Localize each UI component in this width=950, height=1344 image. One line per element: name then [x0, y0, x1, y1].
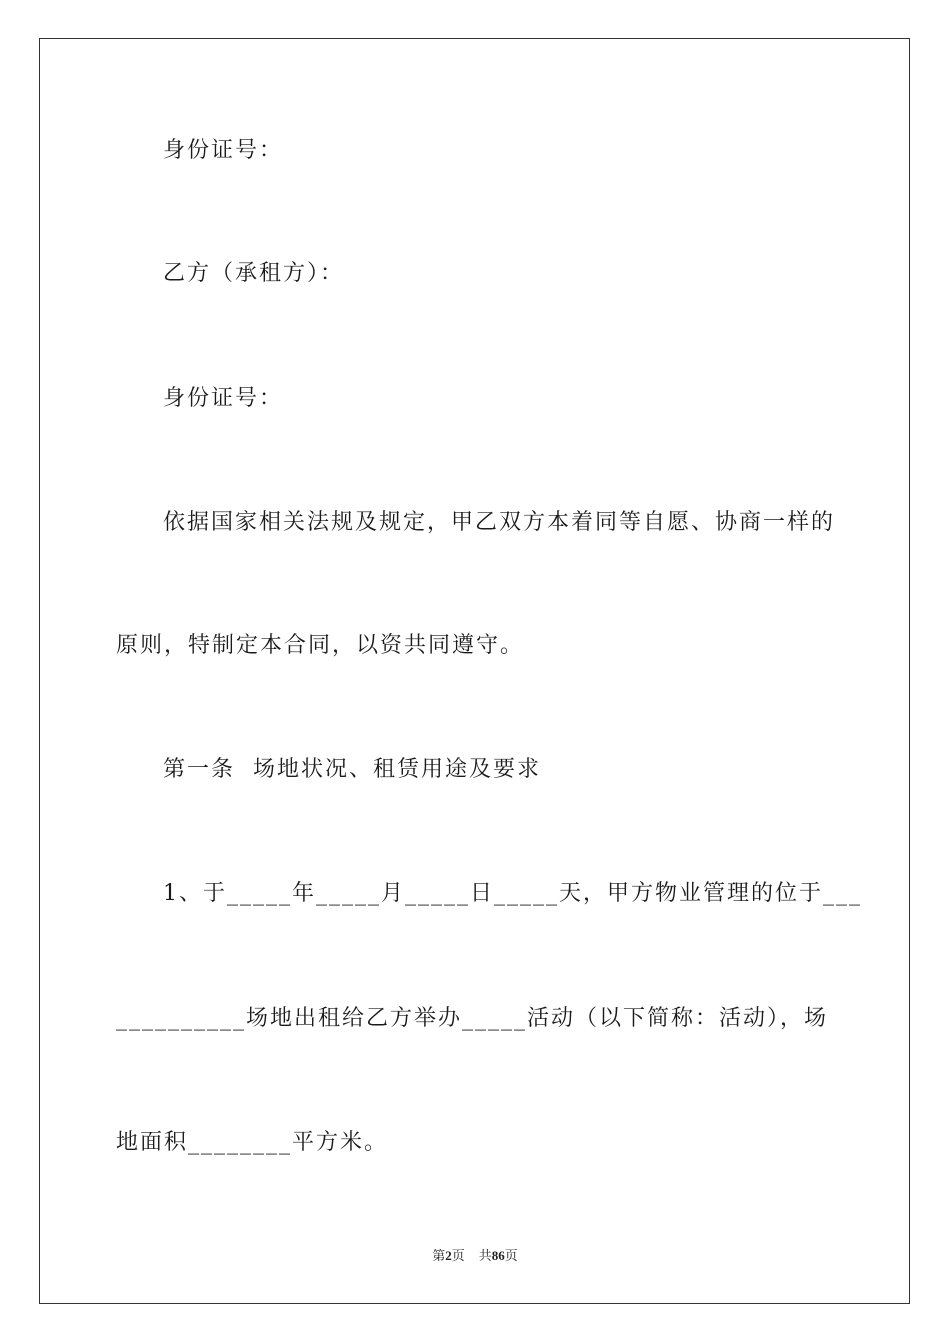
page-footer — [0, 1248, 950, 1264]
id-number-label-lessor: 身份证号： — [163, 138, 284, 163]
page-number: 2 — [445, 1248, 452, 1263]
preamble-line-2: 原则，特制定本合同，以资共同遵守。 — [116, 633, 525, 658]
clause-1-line-2: __________场地出租给乙方举办_____活动（以下简称：活动），场 — [116, 1006, 829, 1031]
party-b-label: 乙方（承租方）： — [163, 261, 345, 286]
page-suffix: 页 — [451, 1248, 465, 1263]
clause-1-line-1: 1、于_____年_____月_____日_____天，甲方物业管理的位于___ — [163, 881, 862, 906]
total-pages: 86 — [491, 1248, 505, 1263]
id-number-label-lessee: 身份证号： — [163, 386, 284, 411]
total-suffix: 页 — [504, 1248, 518, 1263]
clause-1-line-3: 地面积________平方米。 — [116, 1130, 389, 1155]
page-prefix: 第 — [432, 1248, 446, 1263]
page-border — [39, 38, 910, 1304]
preamble-line-1: 依据国家相关法规及规定，甲乙双方本着同等自愿、协商一样的 — [163, 510, 836, 535]
article-one-heading: 第一条 场地状况、租赁用途及要求 — [163, 757, 541, 782]
total-prefix: 共 — [478, 1248, 492, 1263]
